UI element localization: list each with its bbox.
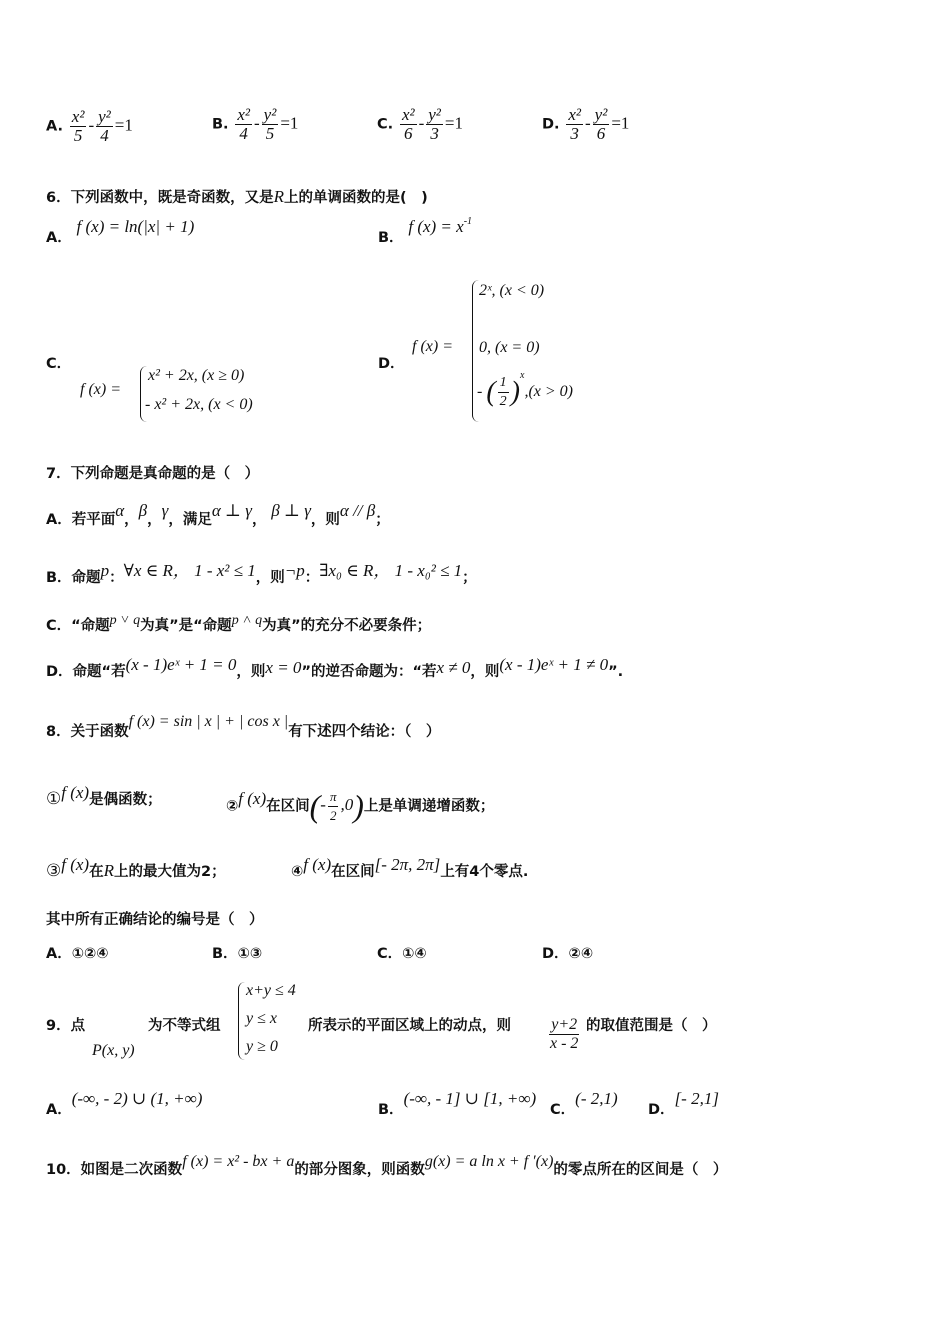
statement-marker: ③ bbox=[46, 861, 62, 880]
plane-beta: β bbox=[138, 501, 148, 520]
option-text: 为真”是“命题 bbox=[140, 618, 232, 634]
q10-stem-text-2: 的部分图象，则函数 bbox=[294, 1162, 425, 1178]
q9-stem-text-4: 的取值范围是（ ） bbox=[586, 1018, 717, 1034]
option-label: B. bbox=[212, 116, 229, 133]
exponent: -1 bbox=[463, 216, 473, 227]
q9-option-d[interactable] bbox=[648, 1089, 719, 1121]
option-text: ①④ bbox=[402, 946, 427, 962]
condition-2: β ⊥ γ bbox=[271, 501, 311, 520]
q9-stem-text-1: 9．点 bbox=[46, 1018, 86, 1034]
denominator: 5 bbox=[73, 126, 83, 145]
option-text: ，则 bbox=[470, 664, 500, 680]
option-expression: (- 2,1) bbox=[575, 1089, 618, 1108]
q8-option-c[interactable] bbox=[377, 942, 427, 965]
q6-option-c-lhs: f (x) = bbox=[80, 381, 121, 398]
function-symbol: f (x) bbox=[61, 783, 90, 802]
option-label: C． bbox=[377, 946, 403, 962]
option-text: A．若平面 bbox=[46, 512, 116, 528]
q7-stem bbox=[46, 462, 259, 485]
proposition-p: p bbox=[100, 561, 110, 580]
q9-option-b[interactable] bbox=[378, 1089, 537, 1121]
q8-statement-1 bbox=[46, 783, 162, 811]
q6-option-d-case-3: - ( $\frac{1}{2}$ )$^x$,(x > 0) bbox=[477, 370, 573, 409]
plane-alpha: α bbox=[115, 501, 125, 520]
q5-option-a[interactable]: A. $\frac{\text{x²}}{5}$ - $\frac{\text{y²}}{4}$ =1 bbox=[46, 107, 133, 145]
q7-option-c[interactable] bbox=[46, 614, 431, 638]
statement-marker: ④ bbox=[291, 864, 304, 880]
q9-stem-text-2: 为不等式组 bbox=[148, 1018, 221, 1034]
numerator: x² bbox=[568, 105, 581, 124]
option-expression: [- 2,1] bbox=[674, 1089, 719, 1108]
q6-stem-text-1: 6．下列函数中，既是奇函数，又是 bbox=[46, 190, 274, 206]
q7-option-d[interactable] bbox=[46, 655, 624, 683]
function-symbol: f (x) bbox=[238, 789, 267, 809]
q5-option-b[interactable]: B. $\frac{\text{x²}}{4}$ - $\frac{\text{y²}}{5}$ =1 bbox=[212, 105, 299, 143]
q6-option-d-lhs: f (x) = bbox=[412, 338, 453, 355]
interval: [- 2π, 2π] bbox=[374, 855, 441, 874]
q9-fraction bbox=[546, 1016, 582, 1053]
q6-option-d-case-2: 0, (x = 0) bbox=[479, 339, 540, 356]
numerator: x² bbox=[71, 107, 85, 126]
q10-stem bbox=[46, 1153, 728, 1181]
option-label: B． bbox=[378, 1102, 404, 1118]
q9-option-c[interactable] bbox=[550, 1089, 618, 1121]
q10-stem-text-3: 的零点所在的区间是（ ） bbox=[553, 1162, 728, 1178]
separator: ， bbox=[124, 512, 139, 528]
option-text: ”的逆否命题为：“若 bbox=[301, 664, 437, 680]
equation-rhs: =1 bbox=[611, 113, 630, 133]
quadratic-function: f (x) = x² - bx + a bbox=[182, 1153, 295, 1170]
denominator: 3 bbox=[570, 124, 579, 143]
statement-text: 在区间 bbox=[266, 798, 310, 815]
negation-expression: ∃x₀ ∈ R， 1 - x₀² ≤ 1 bbox=[319, 561, 463, 580]
negation-p: ¬p bbox=[284, 561, 305, 580]
statement-text: 是偶函数； bbox=[89, 792, 162, 808]
set-r: R bbox=[103, 861, 114, 880]
denominator: 6 bbox=[596, 124, 606, 143]
set-r: R bbox=[273, 187, 284, 206]
denominator: 2 bbox=[499, 394, 507, 409]
numerator: y+2 bbox=[551, 1016, 578, 1033]
option-text: ，则 bbox=[310, 512, 340, 528]
negated-condition: (x - 1)eˣ + 1 ≠ 0 bbox=[499, 655, 609, 674]
q7-option-a[interactable] bbox=[46, 501, 390, 531]
q10-stem-text-1: 10．如图是二次函数 bbox=[46, 1162, 183, 1178]
statement-text: 上有4个零点. bbox=[440, 864, 529, 880]
numerator: y² bbox=[428, 105, 441, 124]
interval-right: ,0 bbox=[340, 795, 354, 815]
option-text: ①③ bbox=[237, 946, 263, 962]
option-label: C． bbox=[550, 1102, 576, 1118]
q8-option-d[interactable] bbox=[542, 942, 593, 965]
option-expression: (-∞, - 2) ∪ (1, +∞) bbox=[71, 1089, 203, 1108]
q6-option-c-label[interactable] bbox=[46, 352, 71, 375]
numerator: y² bbox=[594, 105, 608, 124]
q6-stem-text-2: 上的单调函数的是( ) bbox=[283, 190, 428, 206]
option-text: ②④ bbox=[568, 946, 594, 962]
option-text: ，满足 bbox=[168, 512, 212, 528]
proposition-or: p ˅ q bbox=[109, 613, 141, 628]
option-text: ： bbox=[109, 570, 124, 586]
q6-option-c-case-1: x² + 2x, (x ≥ 0) bbox=[148, 367, 245, 384]
q8-stem-text-1: 8．关于函数 bbox=[46, 724, 129, 740]
q6-option-b[interactable] bbox=[378, 216, 473, 249]
q6-option-c-case-2: - x² + 2x, (x < 0) bbox=[145, 396, 253, 413]
option-expression: f (x) = x bbox=[408, 217, 464, 236]
q8-statement-4 bbox=[291, 855, 529, 883]
option-label: A． bbox=[46, 946, 72, 962]
q9-stem-2 bbox=[148, 1014, 221, 1037]
denominator: 6 bbox=[404, 124, 413, 143]
condition-1: α ⊥ γ bbox=[211, 501, 252, 520]
option-label: A． bbox=[46, 230, 72, 246]
q9-point: P(x, y) bbox=[92, 1042, 135, 1059]
numerator: x² bbox=[401, 105, 415, 124]
negated-conclusion: x ≠ 0 bbox=[436, 658, 471, 677]
option-label: B． bbox=[378, 230, 404, 246]
denominator: 3 bbox=[430, 124, 439, 143]
option-text: ； bbox=[375, 512, 390, 528]
q8-stem bbox=[46, 713, 441, 743]
q8-statement-3 bbox=[46, 855, 226, 883]
statement-marker: ① bbox=[46, 789, 62, 808]
inequality-1: x+y ≤ 4 bbox=[246, 982, 296, 999]
separator: ， bbox=[251, 512, 267, 528]
statement-marker: ② bbox=[226, 798, 239, 815]
option-text: ”. bbox=[608, 664, 624, 680]
minus-sign: - bbox=[477, 383, 483, 401]
option-text: ，则 bbox=[236, 664, 266, 680]
denominator: x - 2 bbox=[550, 1035, 579, 1052]
option-text: B．命题 bbox=[46, 570, 101, 586]
statement-text: 上的最大值为2； bbox=[113, 864, 226, 880]
inequality-brace bbox=[238, 982, 245, 1060]
q9-stem-3 bbox=[308, 1014, 511, 1037]
separator: ， bbox=[147, 512, 162, 528]
option-expression: (-∞, - 1] ∪ [1, +∞) bbox=[403, 1089, 537, 1108]
q6-option-d-label[interactable] bbox=[378, 352, 405, 375]
q6-option-d-case-1: 2ˣ, (x < 0) bbox=[479, 282, 545, 299]
option-label: D． bbox=[542, 946, 569, 962]
q9-stem-text-3: 所表示的平面区域上的动点，则 bbox=[308, 1018, 511, 1034]
interval: (- $\frac{\pi}{2}$ ,0) bbox=[309, 788, 364, 825]
q9-stem-1 bbox=[46, 1014, 85, 1037]
function-definition: f (x) = sin | x | + | cos x | bbox=[128, 713, 289, 730]
denominator: 5 bbox=[265, 124, 275, 143]
q8-ask bbox=[46, 908, 264, 931]
numerator: 1 bbox=[498, 374, 509, 393]
numerator: y² bbox=[98, 107, 111, 126]
conclusion-expression: x = 0 bbox=[265, 658, 302, 677]
q8-ask-text: 其中所有正确结论的编号是（ ） bbox=[46, 912, 264, 928]
denominator: 2 bbox=[329, 808, 337, 823]
plane-gamma: γ bbox=[161, 501, 169, 520]
exponent: x bbox=[519, 370, 525, 382]
equation-rhs: =1 bbox=[444, 113, 464, 133]
numerator: x² bbox=[237, 105, 250, 124]
statement-text: 上是单调递增函数； bbox=[363, 798, 495, 815]
option-text: 为真”的充分不必要条件； bbox=[262, 618, 432, 634]
proposition-expression: ∀x ∈ R， 1 - x² ≤ 1 bbox=[123, 561, 256, 580]
proposition-and: p ˄ q bbox=[231, 613, 263, 628]
option-text: ： bbox=[304, 570, 320, 586]
denominator: 4 bbox=[239, 124, 248, 143]
q8-stem-text-2: 有下述四个结论：（ ） bbox=[288, 724, 441, 740]
numerator: y² bbox=[263, 105, 277, 124]
q8-statement-2 bbox=[226, 788, 494, 825]
option-label: C. bbox=[377, 116, 394, 133]
q7-option-b[interactable] bbox=[46, 561, 477, 589]
option-label: A． bbox=[46, 1102, 72, 1118]
function-g: g(x) = a ln x + f ′(x) bbox=[424, 1153, 554, 1170]
q5-option-c[interactable]: C. $\frac{\text{x²}}{6}$ - $\frac{\text{y²}}{3}$ =1 bbox=[377, 105, 464, 143]
conclusion: α // β bbox=[339, 501, 376, 520]
option-text: C．“命题 bbox=[46, 618, 110, 634]
option-label: D． bbox=[378, 356, 405, 372]
option-expression: f (x) = ln(|x| + 1) bbox=[76, 217, 195, 236]
option-label: A. bbox=[46, 118, 63, 135]
numerator: π bbox=[328, 788, 339, 807]
q6-option-a[interactable] bbox=[46, 217, 195, 249]
minus-sign: - bbox=[320, 795, 326, 815]
statement-text: 在区间 bbox=[331, 864, 375, 880]
case-condition: ,(x > 0) bbox=[524, 383, 573, 401]
function-symbol: f (x) bbox=[61, 855, 90, 874]
option-label: D． bbox=[648, 1102, 675, 1118]
q7-stem-text: 7．下列命题是真命题的是（ ） bbox=[46, 466, 260, 482]
q5-option-d[interactable]: D. $\frac{\text{x²}}{3}$ - $\frac{\text{y²}}{6}$ =1 bbox=[542, 105, 630, 143]
equation-rhs: =1 bbox=[114, 115, 133, 135]
denominator: 4 bbox=[100, 126, 109, 145]
function-symbol: f (x) bbox=[303, 855, 332, 874]
q8-option-b[interactable] bbox=[212, 942, 262, 965]
q6-stem bbox=[46, 186, 428, 209]
option-label: C． bbox=[46, 356, 72, 372]
option-label: D. bbox=[542, 116, 560, 133]
option-text: ①②④ bbox=[71, 946, 109, 962]
q9-option-a[interactable] bbox=[46, 1089, 203, 1121]
inequality-2: y ≤ x bbox=[246, 1010, 277, 1027]
option-text: ，则 bbox=[255, 570, 285, 586]
option-label: B． bbox=[212, 946, 238, 962]
condition-expression: (x - 1)eˣ + 1 = 0 bbox=[125, 655, 237, 674]
inequality-3: y ≥ 0 bbox=[246, 1038, 278, 1055]
option-text: D．命题“若 bbox=[46, 664, 126, 680]
q8-option-a[interactable] bbox=[46, 942, 109, 965]
q9-stem-4 bbox=[586, 1014, 717, 1037]
option-text: ； bbox=[462, 570, 477, 586]
statement-text: 在 bbox=[89, 864, 104, 880]
equation-rhs: =1 bbox=[280, 113, 299, 133]
